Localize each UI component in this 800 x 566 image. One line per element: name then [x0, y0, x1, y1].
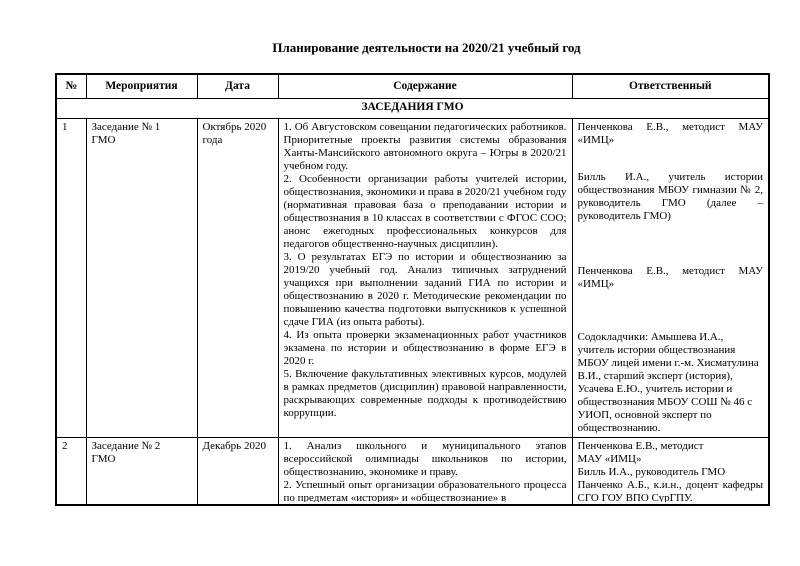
planning-table	[55, 73, 770, 506]
date-line: Декабрь 2020	[202, 439, 266, 452]
responsible-entry: Пенченкова Е.В., методист	[577, 439, 704, 452]
column-header-content: Содержание	[278, 74, 572, 98]
responsible-entry: МАУ «ИМЦ»	[577, 452, 642, 465]
table-row	[56, 118, 769, 437]
table-row	[56, 437, 769, 505]
event-line: Заседание № 1	[91, 120, 161, 133]
section-title: ЗАСЕДАНИЯ ГМО	[56, 98, 769, 118]
responsible-entry: Пенченкова Е.В., методист МАУ «ИМЦ»	[577, 264, 763, 290]
event-cell	[86, 118, 197, 437]
content-item: 2. Особенности организации работы учителей истории, обществознания, экономики и права в 2020/21 учебном году (нормативная правовая база о преподавании истории и обществознания в 10 классах в соответствии с ФГОС СОО; анонс ежегодных профессиональных конкурсов для педагогов общественно-научных дисциплин).	[283, 172, 567, 250]
content-item: 4. Из опыта проверки экзаменационных работ участников экзамена по истории и обществознанию в форме ЕГЭ в 2020 г.	[283, 328, 567, 367]
responsible-entry: Пенченкова Е.В., методист МАУ «ИМЦ»	[577, 120, 763, 146]
content-item: 1. Об Августовском совещании педагогических работников. Приоритетные проекты развития системы образования Ханты-Мансийского автономного округа – Югры в 2020/21 учебном году.	[283, 120, 567, 172]
content-item: 3. О результатах ЕГЭ по истории и обществознанию за 2019/20 учебный год. Анализ типичных затруднений учащихся при выполнении заданий ГИА по истории и обществознанию в 2020 г. Методические рекомендации по повышению качества подготовки выпускников к успешной сдаче ГИА (из опыта работы).	[283, 250, 567, 328]
event-line: ГМО	[91, 452, 116, 465]
responsible-cell	[572, 118, 769, 437]
responsible-entry: Панченко А.Б., к.и.н., доцент кафедры СГО ГОУ ВПО СурГПУ.	[577, 478, 763, 502]
content-item: 2. Успешный опыт организации образовательного процесса по предметам «история» и «обществознание» в	[283, 478, 567, 502]
responsible-entry: Билль И.А., руководитель ГМО	[577, 465, 726, 478]
content-item: 5. Включение факультативных элективных курсов, модулей в рамках предметов (дисциплин) правовой направленности, раскрывающих современные подходы к противодействию коррупции.	[283, 367, 567, 419]
event-cell	[86, 437, 197, 505]
date-cell	[197, 437, 278, 505]
table-header-row	[56, 74, 769, 98]
responsible-entry: Билль И.А., учитель истории обществознания МБОУ гимназии № 2, руководитель ГМО (далее – руководитель ГМО)	[577, 170, 763, 222]
row-number-cell: 1	[56, 118, 86, 437]
content-cell	[278, 118, 572, 437]
responsible-entry: Содокладчики: Амышева И.А., учитель истории обществознания МБОУ лицей имени г.-м. Хисматулина В.И., старший эксперт (история), Усачева Е.Ю., учитель истории и обществознания МБОУ СОШ № 46 с УИОП, основной эксперт по обществознанию.	[577, 330, 759, 434]
content-item: 1. Анализ школьного и муниципального этапов всероссийской олимпиады школьников по истории, обществознанию, экономике и праву.	[283, 439, 567, 478]
column-header-date: Дата	[197, 74, 278, 98]
event-line: ГМО	[91, 133, 116, 146]
date-line: Октябрь 2020	[202, 120, 267, 133]
event-line: Заседание № 2	[91, 439, 161, 452]
date-line: года	[202, 133, 223, 146]
content-cell	[278, 437, 572, 505]
responsible-cell	[572, 437, 769, 505]
section-row	[56, 98, 769, 118]
row-number-cell: 2	[56, 437, 86, 505]
column-header-responsible: Ответственный	[572, 74, 769, 98]
date-cell	[197, 118, 278, 437]
page-title: Планирование деятельности на 2020/21 учебный год	[272, 40, 581, 55]
column-header-event: Мероприятия	[86, 74, 197, 98]
column-header-num: №	[56, 74, 86, 98]
